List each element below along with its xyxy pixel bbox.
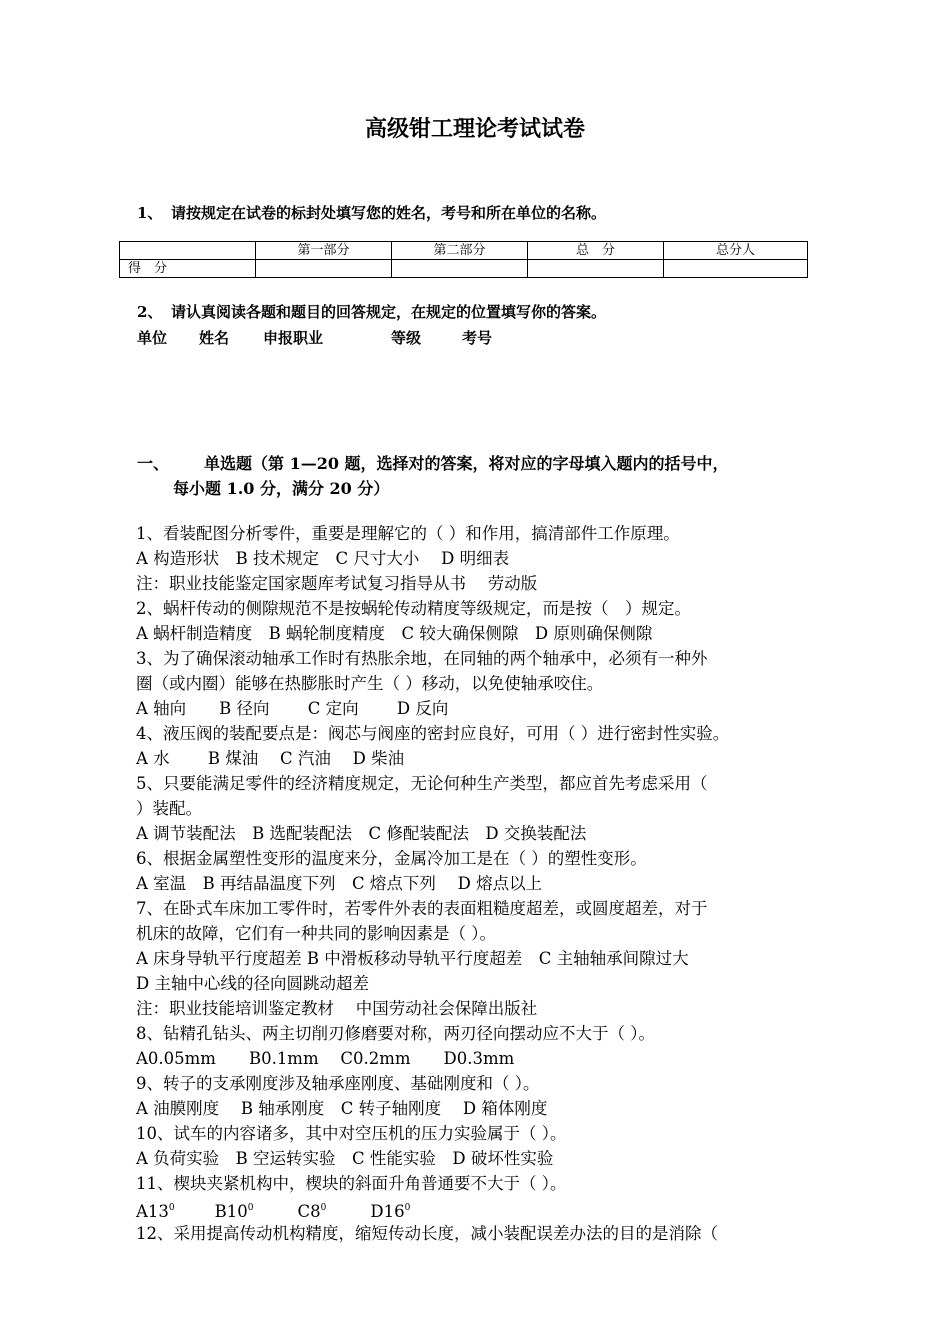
instruction-number: 1、	[137, 204, 163, 222]
info-field-occupation: 申报职业	[263, 329, 324, 347]
score-table-corner	[120, 242, 256, 260]
info-field-name: 姓名	[199, 329, 230, 347]
score-header-part1: 第一部分	[256, 242, 392, 260]
option-a: $A13^0$	[136, 1202, 175, 1221]
answer-options: A 床身导轨平行度超差 B 中滑板移动导轨平行度超差 C 主轴轴承间隙过大	[136, 949, 689, 968]
question-line: 10、试车的内容诸多，其中对空压机的压力实验属于（ ）。	[136, 1124, 567, 1143]
answer-options: A0.05mm B0.1mm C0.2mm D0.3mm	[136, 1049, 515, 1068]
question-line: 8、钻精孔钻头、两主切削刃修磨要对称，两刃径向摆动应不大于（ ）。	[136, 1024, 655, 1043]
question-line: 机床的故障，它们有一种共同的影响因素是（ ）。	[136, 924, 496, 943]
instruction-text: 请按规定在试卷的标封处填写您的姓名，考号和所在单位的名称。	[171, 204, 607, 222]
section-heading	[137, 451, 729, 474]
question-line: 圈（或内圈）能够在热膨胀时产生（ ）移动，以免使轴承咬住。	[136, 674, 604, 693]
info-field-exam-id: 考号	[462, 329, 493, 347]
question-line: 6、根据金属塑性变形的温度来分，金属冷加工是在（ ）的塑性变形。	[136, 849, 647, 868]
answer-options: A 构造形状 B 技术规定 C 尺寸大小 D 明细表	[136, 549, 510, 568]
score-cell-part1[interactable]	[256, 260, 392, 278]
question-line: 12、采用提高传动机构精度，缩短传动长度，减小装配误差办法的目的是消除（	[136, 1224, 718, 1243]
question-line: 2、蜗杆传动的侧隙规范不是按蜗轮传动精度等级规定，而是按（ ）规定。	[136, 599, 691, 618]
info-field-unit: 单位	[137, 329, 168, 347]
option-b: $B10^0$	[214, 1202, 254, 1221]
score-header-part2: 第二部分	[392, 242, 528, 260]
instruction-1	[137, 202, 606, 223]
note-line: 注：职业技能鉴定国家题库考试复习指导从书 劳动版	[136, 574, 538, 593]
candidate-info-fields	[137, 327, 492, 348]
page-title: 高级钳工理论考试试卷	[364, 116, 585, 142]
answer-options: A 油膜刚度 B 轴承刚度 C 转子轴刚度 D 箱体刚度	[136, 1099, 548, 1118]
score-cell-part2[interactable]	[392, 260, 528, 278]
option-c: $C8^0$	[297, 1202, 327, 1221]
score-table	[119, 241, 808, 278]
question-line: 9、转子的支承刚度涉及轴承座刚度、基础刚度和（ ）。	[136, 1074, 540, 1093]
answer-options: A 负荷实验 B 空运转实验 C 性能实验 D 破坏性实验	[136, 1149, 554, 1168]
score-table-header-row	[120, 242, 808, 260]
note-line: 注：职业技能培训鉴定教材 中国劳动社会保障出版社	[136, 999, 538, 1018]
question-line: 1、看装配图分析零件，重要是理解它的（ ）和作用，搞清部件工作原理。	[136, 524, 680, 543]
score-cell-total[interactable]	[528, 260, 664, 278]
question-line: 11、楔块夹紧机构中，楔块的斜面升角普通要不大于（ ）。	[136, 1174, 567, 1193]
score-header-grader: 总分人	[664, 242, 808, 260]
score-cell-grader[interactable]	[664, 260, 808, 278]
instruction-number: 2、	[137, 303, 163, 321]
answer-options: A 调节装配法 B 选配装配法 C 修配装配法 D 交换装配法	[136, 824, 587, 843]
instruction-text: 请认真阅读各题和题目的回答规定，在规定的位置填写你的答案。	[171, 303, 607, 321]
question-line: 7、在卧式车床加工零件时，若零件外表的表面粗糙度超差，或圆度超差，对于	[136, 899, 708, 918]
score-row-label: 得 分	[120, 260, 256, 278]
answer-options: A 蜗杆制造精度 B 蜗轮制度精度 C 较大确保侧隙 D 原则确保侧隙	[136, 624, 653, 643]
section-number: 一、	[137, 454, 170, 473]
section-title-line1: 单选题（第 1—20 题，选择对的答案，将对应的字母填入题内的括号中，	[204, 454, 729, 473]
instruction-2	[137, 301, 606, 322]
section-title-line2: 每小题 1.0 分，满分 20 分）	[173, 479, 390, 498]
answer-options: A 室温 B 再结晶温度下列 C 熔点下列 D 熔点以上	[136, 874, 543, 893]
answer-options: A 水 B 煤油 C 汽油 D 柴油	[136, 749, 405, 768]
option-d: $D16^0$	[370, 1202, 411, 1221]
answer-options	[136, 1196, 410, 1224]
info-field-level: 等级	[391, 329, 422, 347]
answer-options: D 主轴中心线的径向圆跳动超差	[136, 974, 369, 993]
question-line: 3、为了确保滚动轴承工作时有热胀余地，在同轴的两个轴承中，必须有一种外	[136, 649, 708, 668]
score-header-total: 总 分	[528, 242, 664, 260]
answer-options: A 轴向 B 径向 C 定向 D 反向	[136, 699, 449, 718]
question-line: 4、液压阀的装配要点是：阀芯与阀座的密封应良好，可用（ ）进行密封性实验。	[136, 724, 730, 743]
question-line: 5、只要能满足零件的经济精度规定，无论何种生产类型，都应首先考虑采用（	[136, 774, 708, 793]
score-table-score-row	[120, 260, 808, 278]
question-line: ）装配。	[136, 799, 202, 818]
